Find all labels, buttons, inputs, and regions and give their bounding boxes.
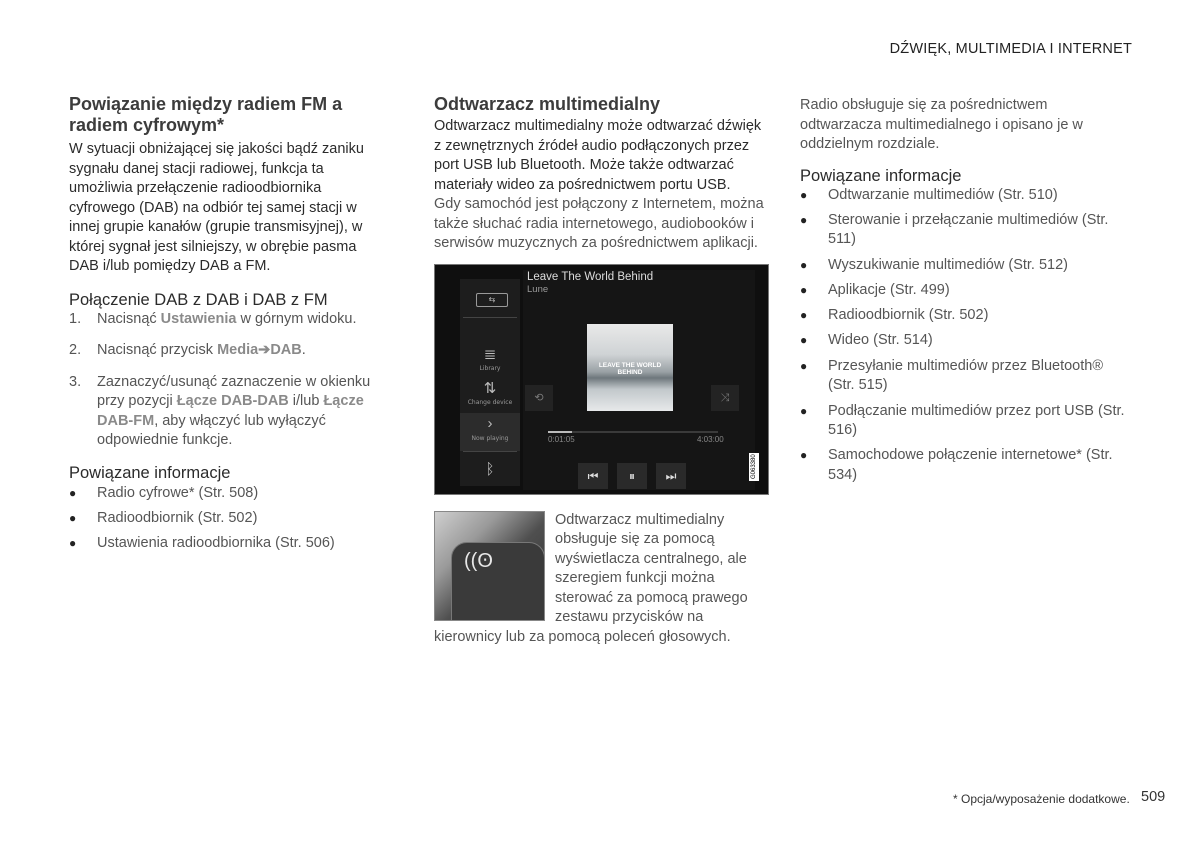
bullet-icon: ● xyxy=(800,358,808,373)
dab-heading: Połączenie DAB z DAB i DAB z FM xyxy=(69,290,328,309)
related-link[interactable]: Sterowanie i przełączanie multimediów (Str. 511) xyxy=(828,211,1109,248)
image-code: G063380 xyxy=(751,454,757,479)
media-player-intro: Odtwarzacz multimedialny może odtwarzać dźwięk z zewnętrznych źródeł audio podłączonych przez port USB lub Bluetooth. Może także odtwarzać materiały wideo za pośrednictwem portu USB. xyxy=(434,118,762,193)
step-number: 1. xyxy=(69,310,82,327)
bullet-icon: ● xyxy=(800,333,808,348)
step-item xyxy=(69,310,387,330)
bullet-icon: ● xyxy=(800,187,808,202)
list-item xyxy=(800,281,1130,301)
bullet-icon: ● xyxy=(69,485,77,500)
related-link[interactable]: Przesyłanie multimediów przez Bluetooth® (Str. 515) xyxy=(828,357,1104,394)
library-icon: ≣ xyxy=(483,345,497,363)
column-dab-fm xyxy=(69,94,387,559)
time-total: 4:03:00 xyxy=(697,434,724,444)
sidebar-label: Change device xyxy=(467,398,513,406)
dab-fm-intro: W sytuacji obniżającej się jakości bądź zaniku sygnału danej stacji radiowej, funkcja ta umożliwia przełączenie radioodbiornika cyfrowego (DAB) na odbiór tej samej stacji w innej grupie kanałów (grupie transmisyjnej), w której sygnał jest silniejszy, w obrębie pasma DAB i/lub pomiędzy DAB a FM. xyxy=(69,141,364,274)
steering-wheel-button-image xyxy=(434,511,545,621)
list-item xyxy=(69,534,387,554)
list-item xyxy=(800,186,1130,206)
list-item xyxy=(69,509,387,529)
pause-icon: ⏸ xyxy=(617,463,647,489)
shuffle-icon: ⤨ xyxy=(711,385,739,411)
screen-sidebar xyxy=(460,279,520,486)
footnote: * Opcja/wyposażenie dodatkowe. xyxy=(953,792,1130,806)
related-link[interactable]: Ustawienia radioodbiornika (Str. 506) xyxy=(97,534,335,551)
voice-control-icon: ((ʘ xyxy=(464,549,493,572)
dab-steps xyxy=(69,310,387,451)
list-item xyxy=(800,357,1130,396)
page-number: 509 xyxy=(1141,789,1166,805)
menu-ref: Media xyxy=(217,342,259,358)
section-title-media-player: Odtwarzacz multimedialny xyxy=(434,94,661,114)
bullet-icon: ● xyxy=(800,308,808,323)
related-link[interactable]: Podłączanie multimediów przez port USB (Str. 516) xyxy=(828,402,1125,439)
step-number: 2. xyxy=(69,342,82,358)
album-cover xyxy=(587,324,673,411)
related-link[interactable]: Aplikacje (Str. 499) xyxy=(828,281,950,298)
bullet-icon: ● xyxy=(800,403,808,418)
step-text: Zaznaczyć/usunąć zaznaczenie w okienku przy pozycji Łącze DAB-DAB i/lub Łącze DAB-FM, aby włączyć lub wyłączyć odpowiednie funkcje. xyxy=(97,373,371,448)
progress-bar xyxy=(548,431,718,433)
track-title: Leave The World Behind xyxy=(527,270,654,283)
steering-caption-block xyxy=(434,511,768,648)
steering-caption: Odtwarzacz multimedialny obsługuje się za pomocą wyświetlacza centralnego, ale szeregiem funkcji można sterować za pomocą prawego zestawu przycisków na kierownicy lub za pomocą poleceń głosowych. xyxy=(434,511,748,645)
sidebar-label: Library xyxy=(479,364,501,372)
related-link[interactable]: Radioodbiornik (Str. 502) xyxy=(828,307,989,324)
step-item xyxy=(69,373,387,451)
related-list xyxy=(69,484,387,554)
column-media-player xyxy=(434,94,768,647)
cover-text: LEAVE THE WORLD BEHIND xyxy=(598,361,662,376)
list-item xyxy=(800,402,1130,441)
step-item xyxy=(69,341,387,361)
repeat-icon: ⟲ xyxy=(525,385,553,411)
related-link[interactable]: Odtwarzanie multimediów (Str. 510) xyxy=(828,186,1058,203)
bullet-icon: ● xyxy=(69,535,77,550)
previous-icon: ⏮ xyxy=(578,463,608,489)
time-elapsed: 0:01:05 xyxy=(548,434,575,444)
list-item xyxy=(800,331,1130,351)
list-item xyxy=(69,484,387,504)
track-artist: Lune xyxy=(527,283,549,295)
progress-fill xyxy=(548,431,572,433)
menu-ref: DAB xyxy=(270,342,302,358)
related-link[interactable]: Wyszukiwanie multimediów (Str. 512) xyxy=(828,256,1069,273)
related-link[interactable]: Samochodowe połączenie internetowe* (Str. 534) xyxy=(828,447,1113,483)
list-item xyxy=(800,446,1130,485)
internet-note: Gdy samochód jest połączony z Internetem, można także słuchać radia internetowego, audiobooków i serwisów muzycznych za pośrednictwem aplikacji. xyxy=(434,196,764,251)
usb-source-icon: ⇆ xyxy=(476,293,508,307)
step-text: Nacisnąć Ustawienia w górnym widoku. xyxy=(97,310,357,327)
step-text: Nacisnąć przycisk Media➔DAB. xyxy=(97,342,306,358)
related-link[interactable]: Wideo (Str. 514) xyxy=(828,332,933,349)
menu-ref: Łącze DAB-DAB xyxy=(176,393,289,409)
list-item xyxy=(800,256,1130,276)
bullet-icon: ● xyxy=(800,257,808,272)
bullet-icon: ● xyxy=(800,212,808,227)
related-heading: Powiązane informacje xyxy=(69,463,231,482)
related-heading: Powiązane informacje xyxy=(800,166,962,185)
now-playing-icon: › xyxy=(487,414,493,432)
radio-note: Radio obsługuje się za pośrednictwem odtwarzacza multimedialnego i opisano je w oddzielnym rozdziale. xyxy=(800,97,1083,152)
column-related xyxy=(800,96,1130,491)
list-item xyxy=(800,306,1130,326)
sidebar-label: Now playing xyxy=(471,434,509,442)
section-title-dab-fm: Powiązanie między radiem FM a radiem cyfrowym* xyxy=(69,94,343,135)
next-icon: ⏭ xyxy=(656,463,686,489)
change-device-icon: ⇅ xyxy=(483,379,497,397)
related-list xyxy=(800,186,1130,486)
section-header: DŹWIĘK, MULTIMEDIA I INTERNET xyxy=(889,41,1132,57)
bluetooth-icon: ᛒ xyxy=(485,460,495,478)
menu-ref: Łącze DAB-FM xyxy=(97,393,364,429)
list-item xyxy=(800,211,1130,250)
bullet-icon: ● xyxy=(800,282,808,297)
media-player-screen-image xyxy=(434,264,769,495)
bullet-icon: ● xyxy=(69,510,77,525)
menu-ref: Ustawienia xyxy=(160,310,237,327)
step-number: 3. xyxy=(69,373,82,390)
related-link[interactable]: Radio cyfrowe* (Str. 508) xyxy=(97,484,259,501)
bullet-icon: ● xyxy=(800,448,808,463)
related-link[interactable]: Radioodbiornik (Str. 502) xyxy=(97,509,258,526)
arrow-icon: ➔ xyxy=(258,342,271,358)
